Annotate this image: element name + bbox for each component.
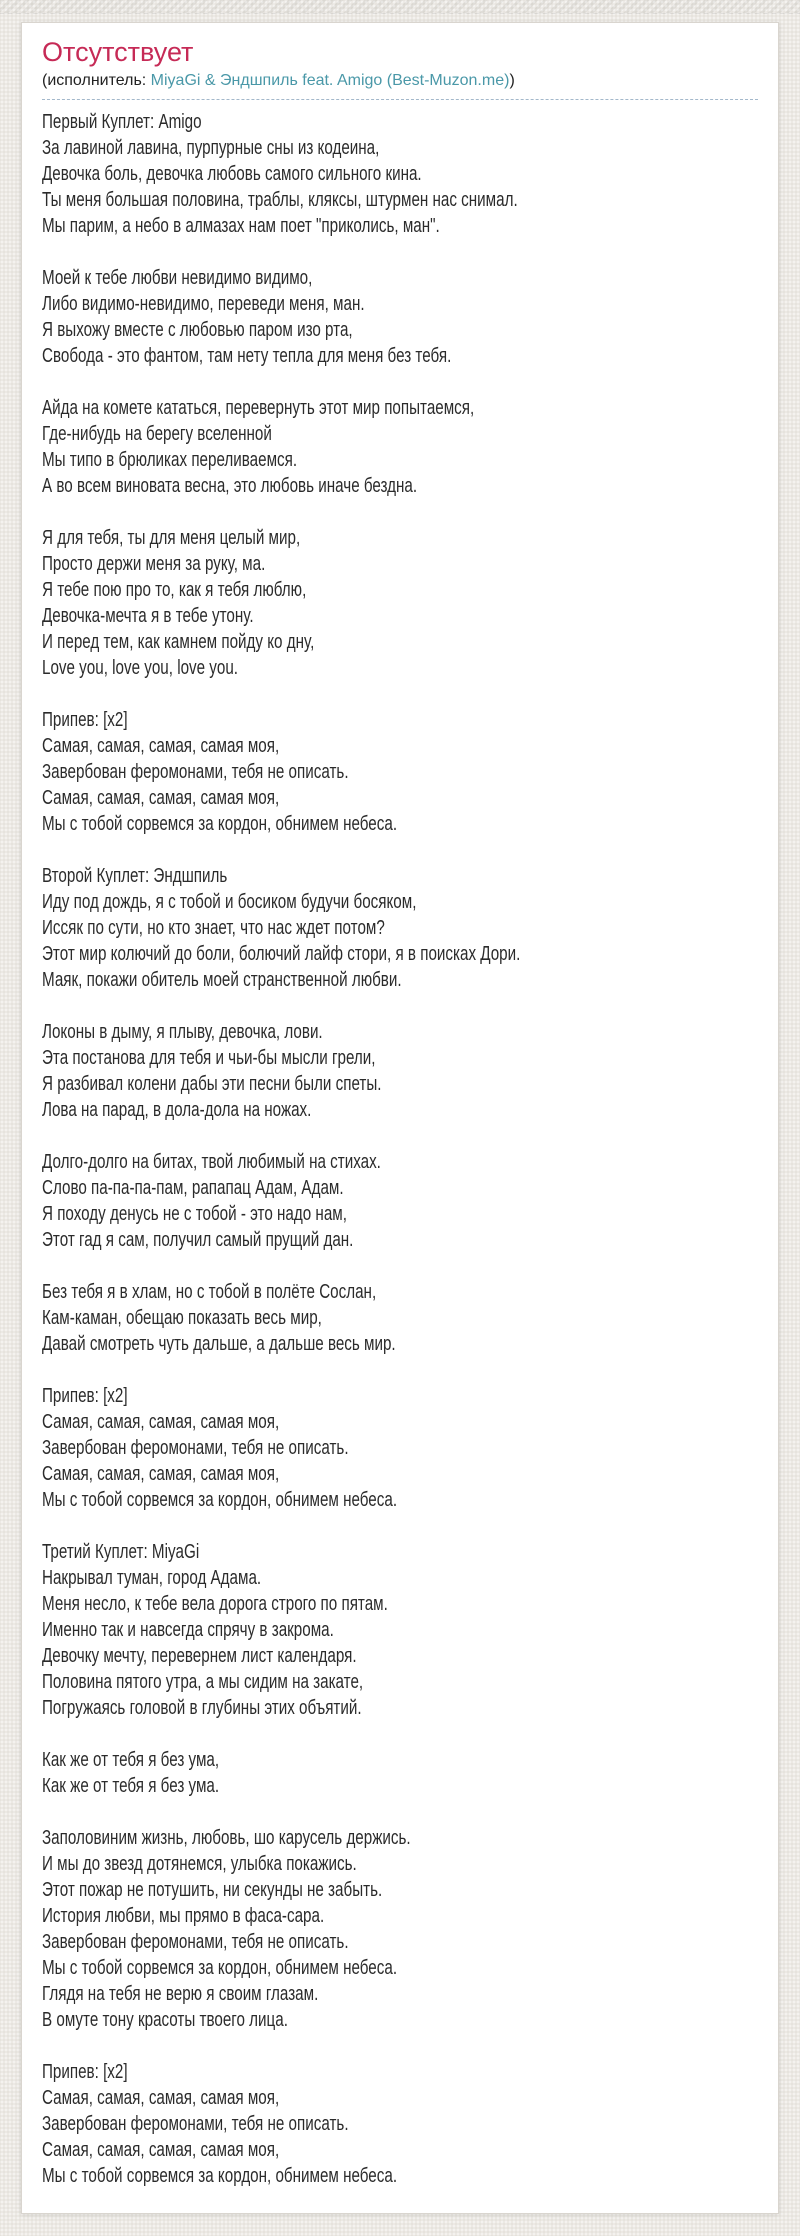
lyric-line: Накрывал туман, город Адама. <box>42 1567 262 1589</box>
lyric-line: Завербован феромонами, тебя не описать. <box>42 1931 349 1953</box>
lyric-line: Самая, самая, самая, самая моя, <box>42 735 280 757</box>
lyric-line <box>42 1253 755 1279</box>
lyric-line: Этот гад я сам, получил самый прущий дан. <box>42 1229 354 1251</box>
artist-line <box>42 70 758 92</box>
lyric-line: И перед тем, как камнем пойду ко дну, <box>42 631 315 653</box>
lyric-line: Самая, самая, самая, самая моя, <box>42 1463 280 1485</box>
lyric-line <box>42 499 755 525</box>
page-texture-band <box>0 0 800 14</box>
lyric-line: Мы парим, а небо в алмазах нам поет "приколись, ман". <box>42 215 440 237</box>
lyric-line: Иссяк по сути, но кто знает, что нас ждет потом? <box>42 917 385 939</box>
lyric-line <box>42 837 755 863</box>
lyric-line: Давай смотреть чуть дальше, а дальше весь мир. <box>42 1333 396 1355</box>
lyric-line: В омуте тону красоты твоего лица. <box>42 2009 288 2031</box>
lyric-line: За лавиной лавина, пурпурные сны из кодеина, <box>42 137 380 159</box>
lyric-line: Половина пятого утра, а мы сидим на закате, <box>42 1671 364 1693</box>
lyric-line <box>42 681 755 707</box>
lyric-line: Девочка боль, девочка любовь самого сильного кина. <box>42 163 422 185</box>
lyric-line: Мы с тобой сорвемся за кордон, обнимем небеса. <box>42 1957 398 1979</box>
song-title-link[interactable]: Отсутствует <box>42 37 194 67</box>
lyric-line <box>42 993 755 1019</box>
lyric-line <box>42 1357 755 1383</box>
lyric-line: Припев: [x2] <box>42 1385 128 1407</box>
lyric-line: Как же от тебя я без ума, <box>42 1749 220 1771</box>
lyric-line <box>42 239 755 265</box>
lyric-line: Самая, самая, самая, самая моя, <box>42 1411 280 1433</box>
subtitle-close-paren: ) <box>509 72 515 89</box>
lyric-line: Локоны в дыму, я плыву, девочка, лови. <box>42 1021 323 1043</box>
lyric-line: Свобода - это фантом, там нету тепла для меня без тебя. <box>42 345 452 367</box>
lyric-line: Завербован феромонами, тебя не описать. <box>42 2113 349 2135</box>
lyric-line: Первый Куплет: Amigo <box>42 111 202 133</box>
lyric-line: Завербован феромонами, тебя не описать. <box>42 1437 349 1459</box>
artist-label: (исполнитель: <box>42 72 151 89</box>
lyric-line: Меня несло, к тебе вела дорога строго по пятам. <box>42 1593 388 1615</box>
lyric-line: Третий Куплет: MiyaGi <box>42 1541 200 1563</box>
lyric-line: Я выхожу вместе с любовью паром изо рта, <box>42 319 353 341</box>
lyric-line: Просто держи меня за руку, ма. <box>42 553 266 575</box>
lyric-line: Заполовиним жизнь, любовь, шо карусель держись. <box>42 1827 411 1849</box>
lyric-line: Этот мир колючий до боли, болючий лайф стори, я в поисках Дори. <box>42 943 521 965</box>
lyrics-text <box>42 109 755 2189</box>
lyric-line: И мы до звезд дотянемся, улыбка покажись. <box>42 1853 357 1875</box>
lyric-line: Лова на парад, в дола-дола на ножах. <box>42 1099 312 1121</box>
lyric-line: Мы типо в брюликах переливаемся. <box>42 449 298 471</box>
lyric-line: Мы с тобой сорвемся за кордон, обнимем небеса. <box>42 2165 398 2187</box>
lyric-line: Эта постанова для тебя и чьи-бы мысли грели, <box>42 1047 376 1069</box>
lyric-line: История любви, мы прямо в фаса-сара. <box>42 1905 325 1927</box>
lyric-line: Я для тебя, ты для меня целый мир, <box>42 527 301 549</box>
lyric-line: Глядя на тебя не верю я своим глазам. <box>42 1983 319 2005</box>
lyric-line: Я походу денусь не с тобой - это надо нам, <box>42 1203 347 1225</box>
song-header <box>42 37 758 100</box>
lyrics-card <box>21 22 779 2214</box>
lyric-line: Где-нибудь на берегу вселенной <box>42 423 272 445</box>
lyric-line: А во всем виновата весна, это любовь иначе бездна. <box>42 475 418 497</box>
lyric-line: Девочку мечту, перевернем лист календаря. <box>42 1645 357 1667</box>
lyric-line: Love you, love you, love you. <box>42 657 239 679</box>
lyric-line: Припев: [x2] <box>42 709 128 731</box>
lyric-line: Долго-долго на битах, твой любимый на стихах. <box>42 1151 381 1173</box>
lyric-line <box>42 2033 755 2059</box>
lyric-line: Я разбивал колени дабы эти песни были спеты. <box>42 1073 382 1095</box>
lyric-line: Самая, самая, самая, самая моя, <box>42 787 280 809</box>
lyric-line <box>42 1513 755 1539</box>
lyric-line <box>42 1123 755 1149</box>
lyric-line: Мы с тобой сорвемся за кордон, обнимем небеса. <box>42 1489 398 1511</box>
lyric-line: Второй Куплет: Эндшпиль <box>42 865 228 887</box>
lyric-line: Погружаясь головой в глубины этих объятий. <box>42 1697 362 1719</box>
lyric-line: Как же от тебя я без ума. <box>42 1775 220 1797</box>
lyric-line: Этот пожар не потушить, ни секунды не забыть. <box>42 1879 383 1901</box>
lyric-line: Маяк, покажи обитель моей странственной любви. <box>42 969 402 991</box>
lyric-line: Самая, самая, самая, самая моя, <box>42 2139 280 2161</box>
lyric-line: Ты меня большая половина, траблы, кляксы, штурмен нас снимал. <box>42 189 518 211</box>
lyric-line: Я тебе пою про то, как я тебя люблю, <box>42 579 307 601</box>
lyric-line: Айда на комете кататься, перевернуть этот мир попытаемся, <box>42 397 475 419</box>
lyric-line <box>42 1799 755 1825</box>
lyric-line: Самая, самая, самая, самая моя, <box>42 2087 280 2109</box>
lyric-line: Именно так и навсегда спрячу в закрома. <box>42 1619 334 1641</box>
lyric-line: Припев: [x2] <box>42 2061 128 2083</box>
lyric-line: Завербован феромонами, тебя не описать. <box>42 761 349 783</box>
lyric-line: Иду под дождь, я с тобой и босиком будучи босяком, <box>42 891 417 913</box>
lyric-line: Моей к тебе любви невидимо видимо, <box>42 267 313 289</box>
artist-link[interactable]: MiyaGi & Эндшпиль feat. Amigo (Best-Muzon.me) <box>150 72 510 89</box>
lyric-line <box>42 369 755 395</box>
lyric-line: Мы с тобой сорвемся за кордон, обнимем небеса. <box>42 813 398 835</box>
lyric-line: Кам-каман, обещаю показать весь мир, <box>42 1307 322 1329</box>
lyric-line: Слово па-па-па-пам, рапапац Адам, Адам. <box>42 1177 344 1199</box>
lyric-line: Девочка-мечта я в тебе утону. <box>42 605 254 627</box>
lyric-line <box>42 1721 755 1747</box>
lyric-line: Без тебя я в хлам, но с тобой в полёте Сослан, <box>42 1281 377 1303</box>
lyric-line: Либо видимо-невидимо, переведи меня, ман. <box>42 293 365 315</box>
